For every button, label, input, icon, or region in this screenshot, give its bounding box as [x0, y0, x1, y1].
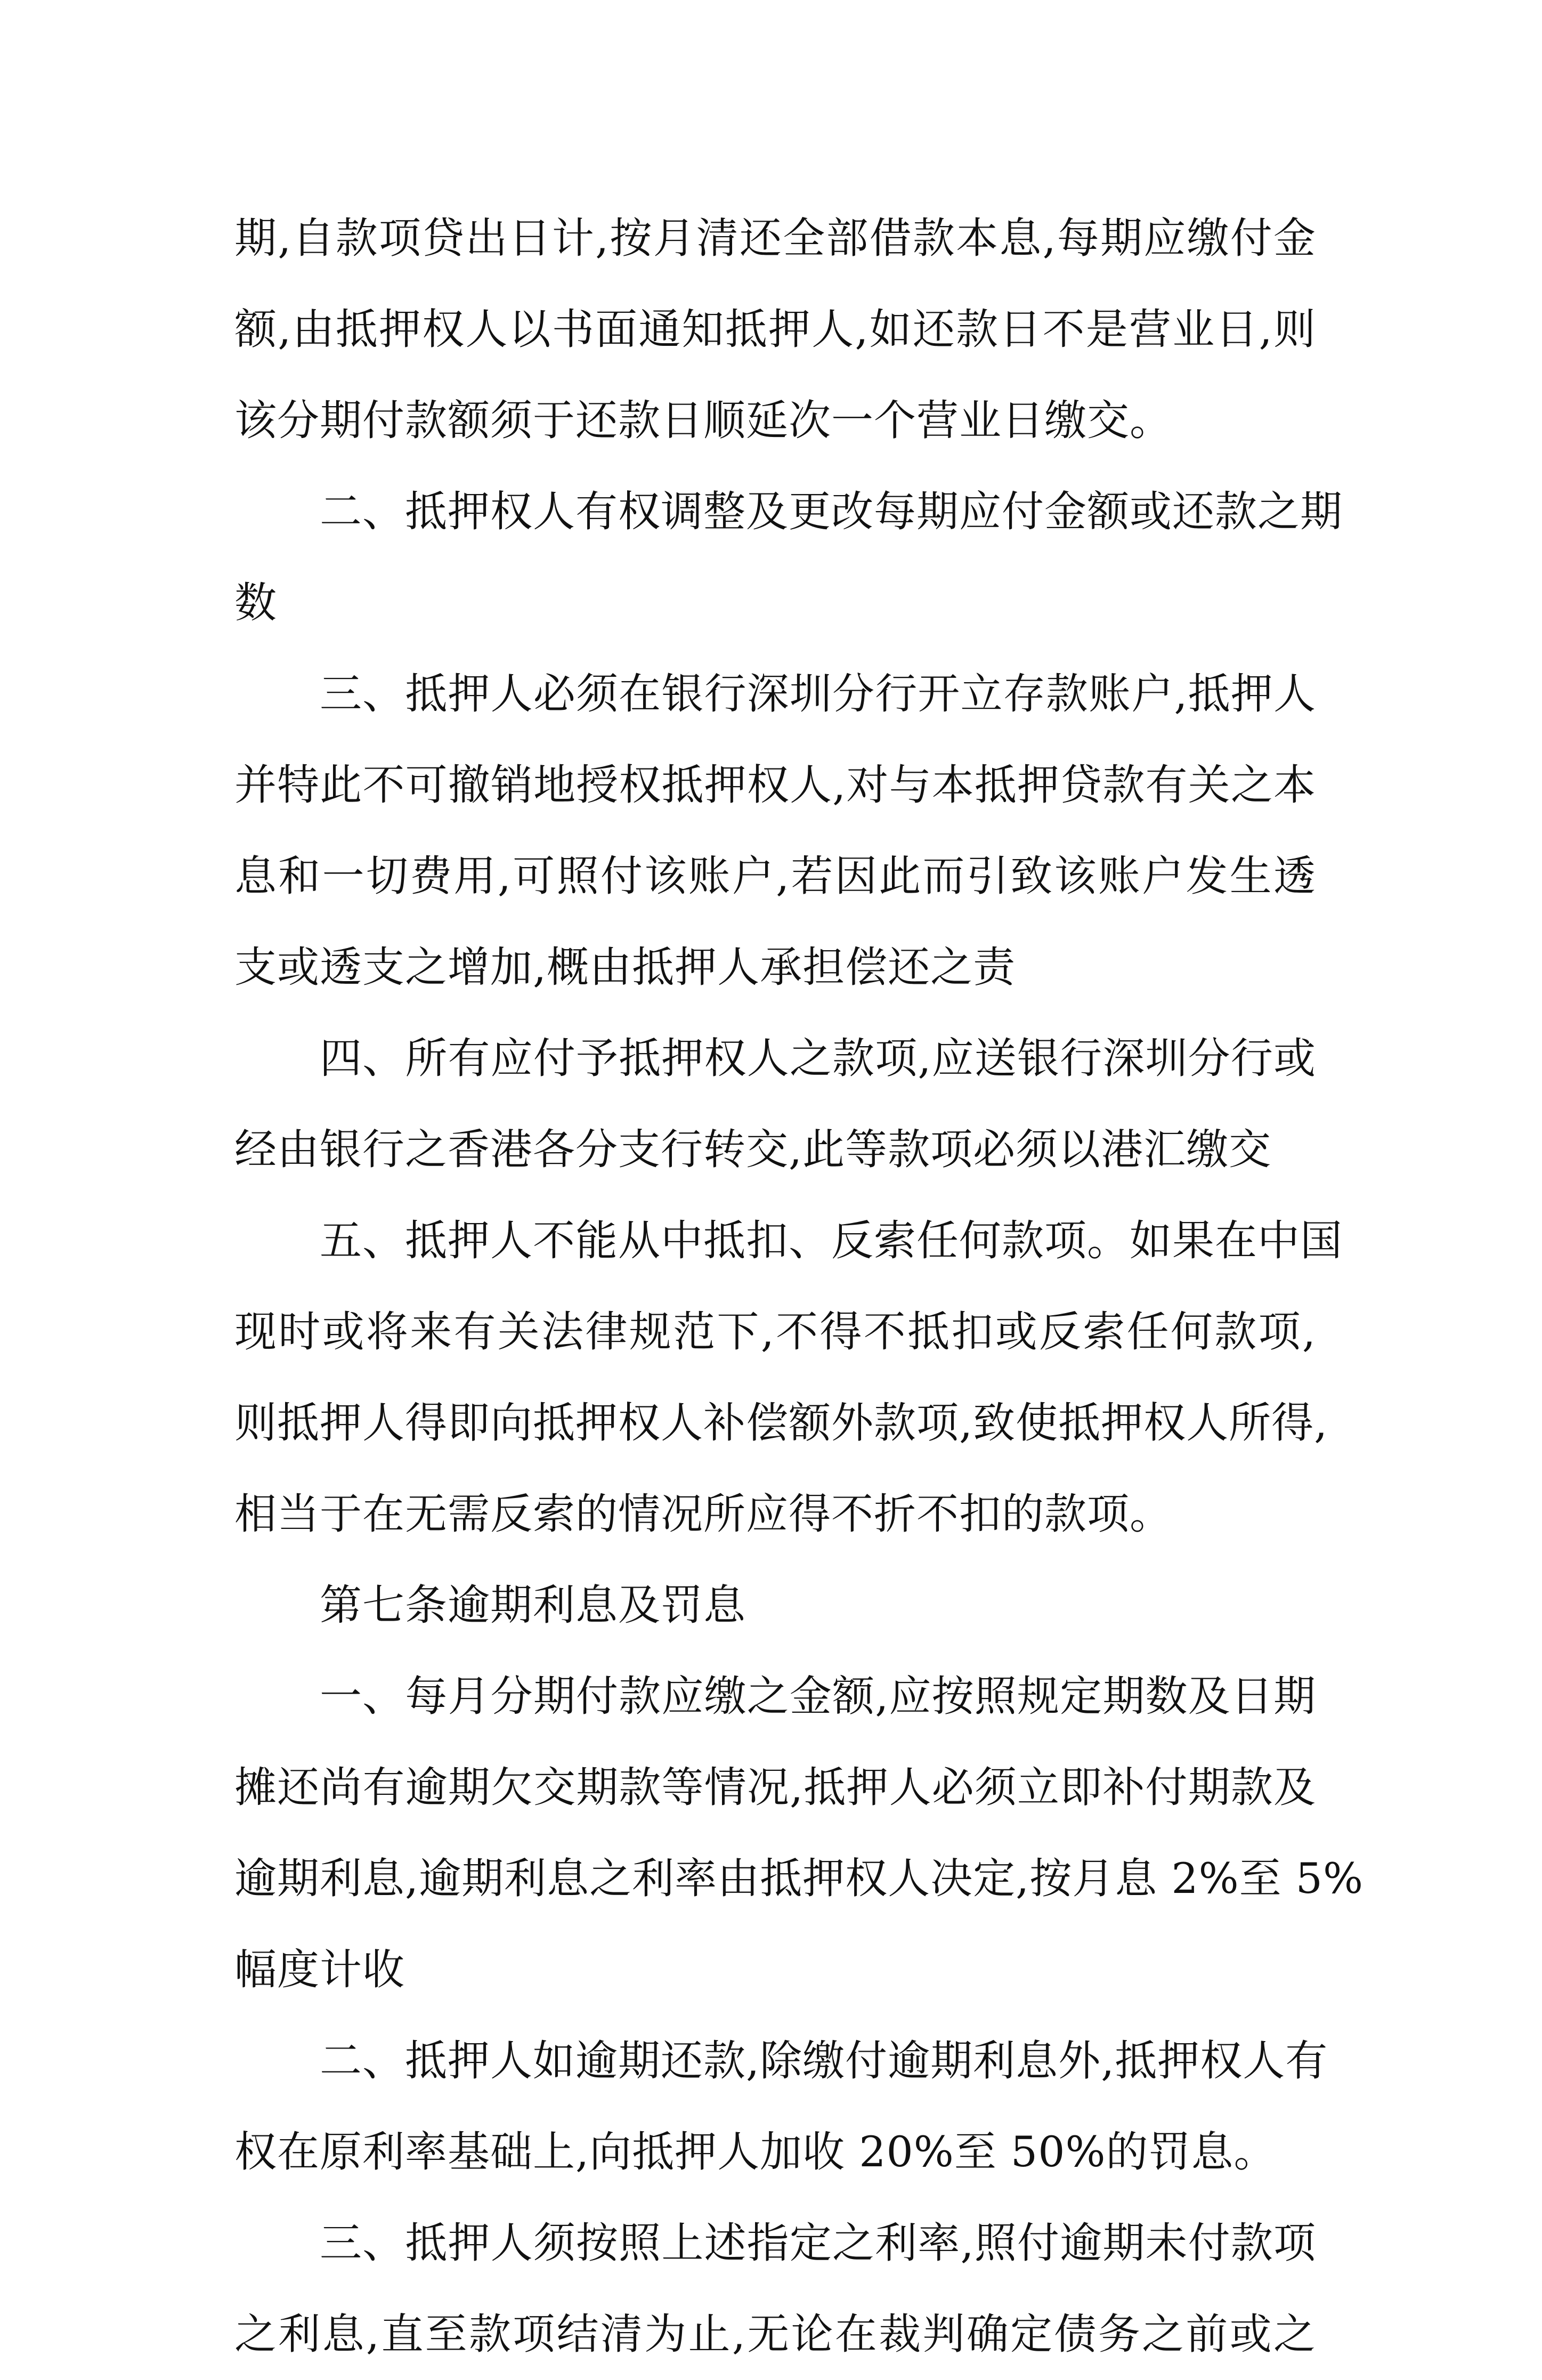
text-line: 相当于在无需反索的情况所应得不折不扣的款项。	[234, 1489, 1172, 1539]
text-line: 逾期利息,逾期利息之利率由抵押权人决定,按月息 2%至 5%	[234, 1854, 1364, 1903]
text-line: 之利息,直至款项结清为止,无论在裁判确定债务之前或之	[234, 2310, 1316, 2359]
paragraph-start-line: 一、每月分期付款应缴之金额,应按照规定期数及日期	[320, 1672, 1316, 1721]
paragraph-start-line: 三、抵押人必须在银行深圳分行开立存款账户,抵押人	[320, 669, 1316, 718]
text-line: 经由银行之香港各分支行转交,此等款项必须以港汇缴交	[234, 1125, 1272, 1174]
text-line: 并特此不可撤销地授权抵押权人,对与本抵押贷款有关之本	[234, 760, 1316, 809]
paragraph-start-line: 二、抵押人如逾期还款,除缴付逾期利息外,抵押权人有	[320, 2036, 1328, 2085]
paragraph-start-line: 三、抵押人须按照上述指定之利率,照付逾期未付款项	[320, 2219, 1316, 2268]
text-line: 息和一切费用,可照付该账户,若因此而引致该账户发生透	[234, 852, 1316, 901]
text-line: 权在原利率基础上,向抵押人加收 20%至 50%的罚息。	[234, 2127, 1277, 2176]
article-heading: 第七条逾期利息及罚息	[320, 1581, 746, 1630]
paragraph-start-line: 五、抵押人不能从中抵扣、反索任何款项。如果在中国	[320, 1216, 1343, 1265]
text-line: 则抵押人得即向抵押权人补偿额外款项,致使抵押权人所得,	[234, 1398, 1328, 1447]
document-body	[234, 193, 1364, 2380]
paragraph-start-line: 二、抵押权人有权调整及更改每期应付金额或还款之期	[320, 487, 1343, 536]
text-line: 该分期付款额须于还款日顺延次一个营业日缴交。	[234, 396, 1172, 445]
text-line: 期,自款项贷出日计,按月清还全部借款本息,每期应缴付金	[234, 214, 1316, 263]
text-line: 幅度计收	[234, 1945, 405, 1994]
text-line: 摊还尚有逾期欠交期款等情况,抵押人必须立即补付期款及	[234, 1763, 1316, 1812]
paragraph-start-line: 四、所有应付予抵押权人之款项,应送银行深圳分行或	[320, 1034, 1316, 1083]
text-line: 支或透支之增加,概由抵押人承担偿还之责	[234, 943, 1016, 992]
text-line: 现时或将来有关法律规范下,不得不抵扣或反索任何款项,	[234, 1307, 1316, 1356]
text-line: 数	[234, 578, 277, 627]
text-line: 额,由抵押权人以书面通知抵押人,如还款日不是营业日,则	[234, 305, 1316, 354]
